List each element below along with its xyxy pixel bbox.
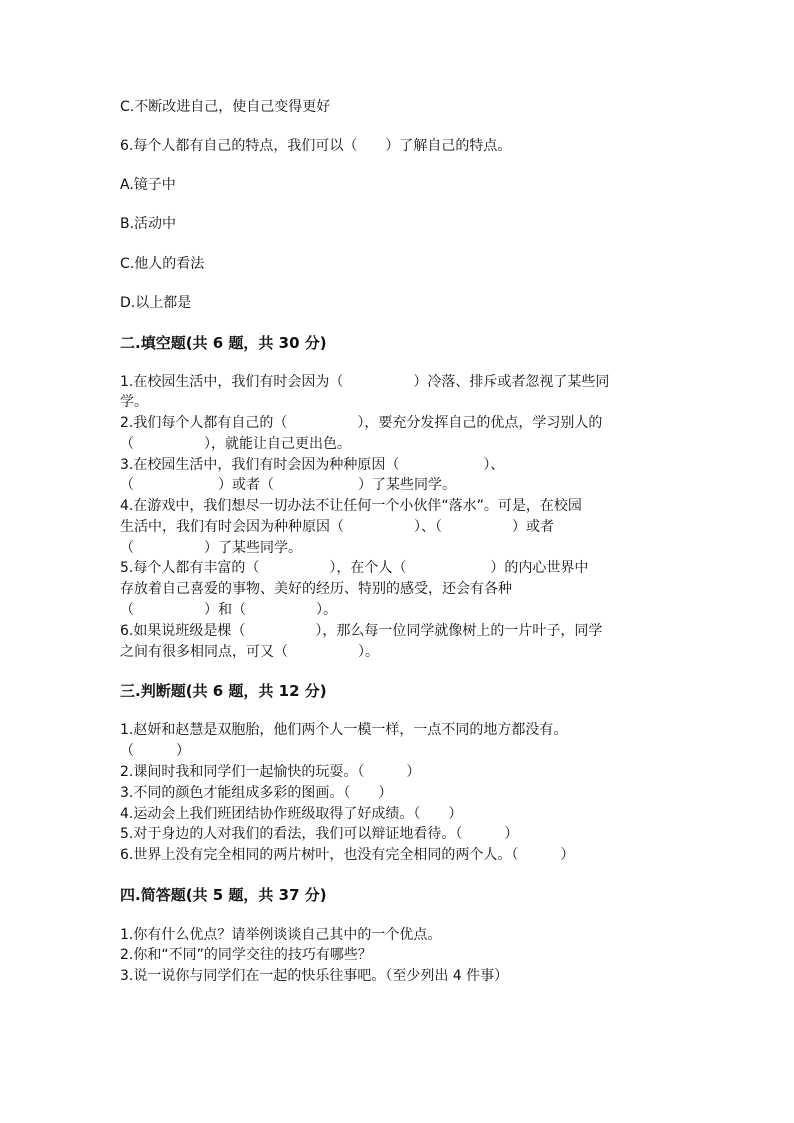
q6-option-b: B.活动中 bbox=[120, 216, 177, 232]
q6-option-c: C.他人的看法 bbox=[120, 256, 205, 272]
section2-line: （ ）和（ ）。 bbox=[120, 602, 337, 618]
section3-heading: 三.判断题(共 6 题，共 12 分) bbox=[120, 682, 327, 700]
section2-line: （ ），就能让自己更出色。 bbox=[120, 436, 351, 452]
q6-option-d: D.以上都是 bbox=[120, 295, 192, 311]
section2-line: （ ）或者（ ）了某些同学。 bbox=[120, 477, 456, 493]
section3-line: 3.不同的颜色才能组成多彩的图画。（ ） bbox=[120, 785, 393, 801]
section3-line: 2.课间时我和同学们一起愉快的玩耍。（ ） bbox=[120, 764, 421, 780]
section4-heading: 四.简答题(共 5 题，共 37 分) bbox=[120, 886, 327, 904]
section2-heading: 二.填空题(共 6 题，共 30 分) bbox=[120, 334, 327, 352]
section2-line: 6.如果说班级是棵（ ），那么每一位同学就像树上的一片叶子，同学 bbox=[120, 623, 603, 639]
q5-option-c: C.不断改进自己，使自己变得更好 bbox=[120, 99, 331, 115]
section3-line: 5.对于身边的人对我们的看法，我们可以辩证地看待。（ ） bbox=[120, 826, 519, 842]
section2-line: 学。 bbox=[120, 394, 148, 410]
section4-line: 2.你和“不同”的同学交往的技巧有哪些？ bbox=[120, 947, 372, 963]
section4-line: 1.你有什么优点？请举例谈谈自己其中的一个优点。 bbox=[120, 927, 442, 943]
section2-line: 2.我们每个人都有自己的（ ），要充分发挥自己的优点，学习别人的 bbox=[120, 415, 603, 431]
section2-line: （ ）了某些同学。 bbox=[120, 540, 302, 556]
section2-line: 生活中，我们有时会因为种种原因（ ）、（ ）或者 bbox=[120, 519, 554, 535]
section2-line: 5.每个人都有丰富的（ ），在个人（ ）的内心世界中 bbox=[120, 560, 589, 576]
section2-line: 4.在游戏中，我们想尽一切办法不让任何一个小伙伴“落水”。可是，在校园 bbox=[120, 498, 582, 514]
section3-line: 1.赵妍和赵慧是双胞胎，他们两个人一模一样，一点不同的地方都没有。 bbox=[120, 722, 568, 738]
section3-line: （ ） bbox=[120, 743, 190, 759]
section3-line: 4.运动会上我们班团结协作班级取得了好成绩。（ ） bbox=[120, 806, 463, 822]
section2-line: 1.在校园生活中，我们有时会因为（ ）冷落、排斥或者忽视了某些同 bbox=[120, 374, 610, 390]
section2-line: 3.在校园生活中，我们有时会因为种种原因（ ）、 bbox=[120, 457, 505, 473]
section3-line: 6.世界上没有完全相同的两片树叶，也没有完全相同的两个人。（ ） bbox=[120, 847, 575, 863]
q6-stem: 6.每个人都有自己的特点，我们可以（ ）了解自己的特点。 bbox=[120, 138, 512, 154]
section4-line: 3.说一说你与同学们在一起的快乐往事吧。（至少列出 4 件事） bbox=[120, 968, 509, 984]
section2-line: 存放着自己喜爱的事物、美好的经历、特别的感受，还会有各种 bbox=[120, 581, 512, 597]
section2-line: 之间有很多相同点，可又（ ）。 bbox=[120, 644, 379, 660]
q6-option-a: A.镜子中 bbox=[120, 177, 176, 193]
